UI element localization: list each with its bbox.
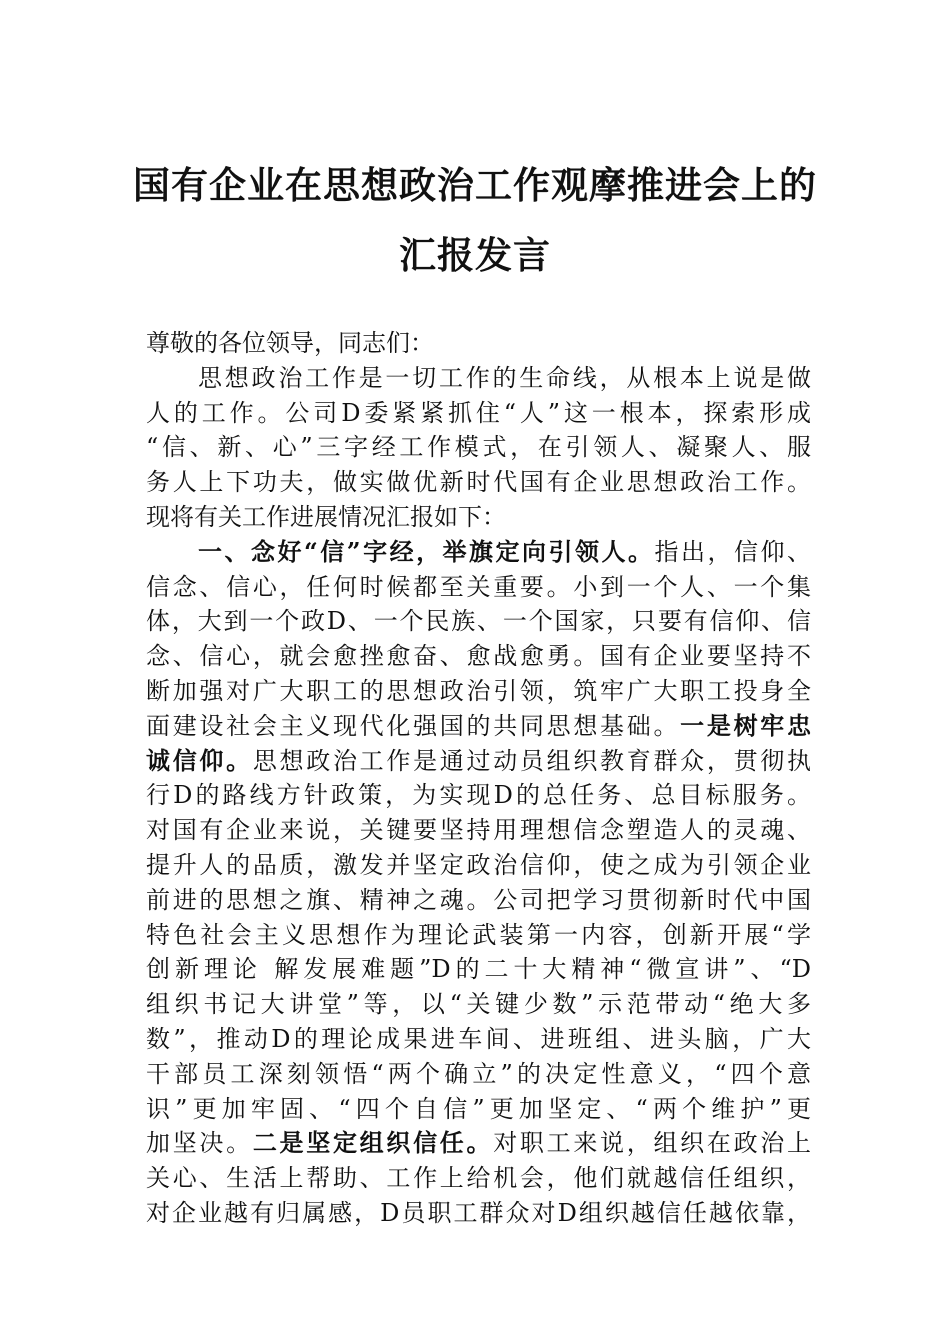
body-text-segment: 指出，信仰、 [654,537,812,566]
body-text-segment: 创新理论 解发展难题”D的二十大精神“微宣讲”、“D [146,955,811,984]
body-line [146,1022,811,1057]
body-text-segment: 现将有关工作进展情况汇报如下： [146,502,506,531]
body-line [146,396,811,431]
body-text-segment: 组织书记大讲堂”等，以“关键少数”示范带动“绝大多 [146,990,811,1019]
document-body [146,326,811,1231]
body-text-segment: 加坚决。 [146,1129,253,1158]
body-line [146,1196,811,1231]
body-line [146,465,811,500]
body-line [146,1057,811,1092]
body-line [146,813,811,848]
body-line [146,674,811,709]
body-text-segment: 识”更加牢固、“四个自信”更加坚定、“两个维护”更 [146,1094,811,1123]
body-text-segment: 干部员工深刻领悟“两个确立”的决定性意义，“四个意 [146,1059,811,1088]
body-line [146,709,811,744]
bold-heading-text: 一是树牢忠 [680,710,812,740]
body-text-segment: 思想政治工作是一切工作的生命线，从根本上说是做 [198,363,811,392]
body-text-segment: “信、新、心”三字经工作模式，在引领人、凝聚人、服 [146,433,811,462]
body-line [146,326,811,361]
body-text-segment: 断加强对广大职工的思想政治引领，筑牢广大职工投身全 [146,676,811,705]
body-text-segment: 人的工作。公司D委紧紧抓住“人”这一根本，探索形成 [146,398,811,427]
body-line [146,361,811,396]
body-text-segment: 前进的思想之旗、精神之魂。公司把学习贯彻新时代中国 [146,885,811,914]
bold-heading-text: 二是坚定组织信任。 [252,1128,494,1158]
body-text-segment: 信念、信心，任何时候都至关重要。小到一个人、一个集 [146,572,811,601]
body-line [146,639,811,674]
body-text-segment: 数”，推动D的理论成果进车间、进班组、进头脑，广大 [146,1024,811,1053]
body-text-segment: 对企业越有归属感，D员职工群众对D组织越信任越依靠， [146,1198,811,1227]
body-text-segment: 尊敬的各位领导，同志们： [146,329,434,357]
body-line [146,1126,811,1161]
body-line [146,987,811,1022]
body-line [146,848,811,883]
body-line [146,1161,811,1196]
body-line [146,778,811,813]
body-text-segment: 体，大到一个政D、一个民族、一个国家，只要有信仰、信 [146,607,811,636]
body-line [146,918,811,953]
body-text-segment: 对国有企业来说，关键要坚持用理想信念塑造人的灵魂、 [146,816,811,845]
body-text-segment: 关心、生活上帮助、工作上给机会，他们就越信任组织， [146,1164,811,1193]
body-text-segment: 念、信心，就会愈挫愈奋、愈战愈勇。国有企业要坚持不 [146,642,811,671]
body-line [146,604,811,639]
body-text-segment: 思想政治工作是通过动员组织教育群众，贯彻执 [252,746,812,775]
body-text-segment: 面建设社会主义现代化强国的共同思想基础。 [146,711,681,740]
body-line [146,535,811,570]
document-title-line-1: 国有企业在思想政治工作观摩推进会上的 [133,163,817,207]
body-text-segment: 对职工来说，组织在政治上 [493,1129,812,1158]
body-text-segment: 行D的路线方针政策，为实现D的总任务、总目标服务。 [146,781,811,810]
body-line [146,570,811,605]
bold-heading-text: 一、念好“信”字经，举旗定向引领人。 [198,536,655,566]
document-title-line-2: 汇报发言 [399,233,551,277]
body-line [146,883,811,918]
body-line [146,430,811,465]
body-line [146,500,811,535]
body-text-segment: 提升人的品质，激发并坚定政治信仰，使之成为引领企业 [146,850,811,879]
body-text-segment: 务人上下功夫，做实做优新时代国有企业思想政治工作。 [146,468,811,497]
body-text-segment: 特色社会主义思想作为理论武装第一内容，创新开展“学 [146,920,811,949]
bold-heading-text: 诚信仰。 [146,745,253,775]
body-line [146,744,811,779]
body-line [146,952,811,987]
body-line [146,1092,811,1127]
